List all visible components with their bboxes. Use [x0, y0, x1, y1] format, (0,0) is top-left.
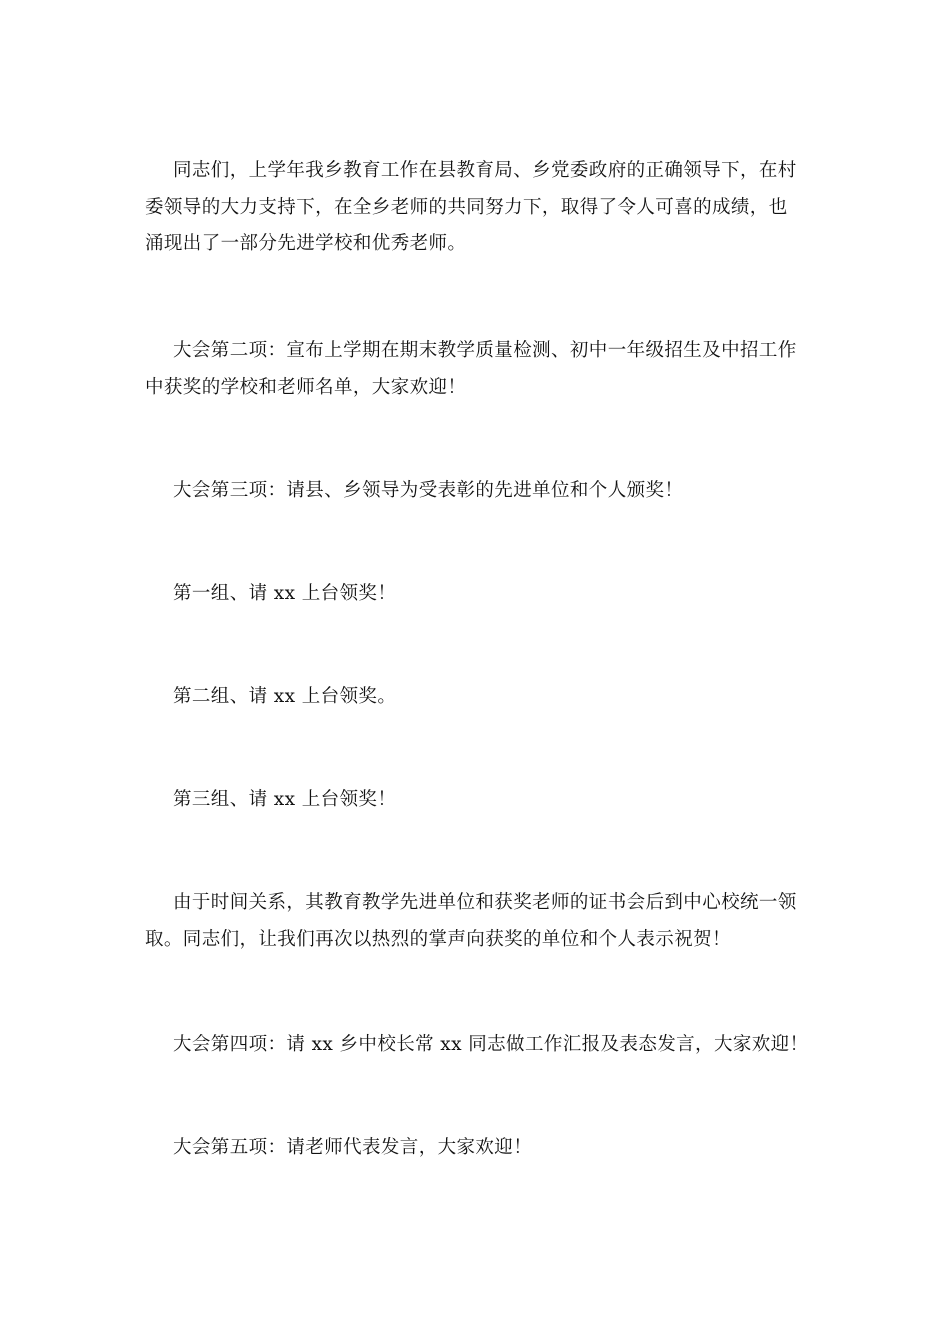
paragraph-line: 大会第五项：请老师代表发言，大家欢迎！: [173, 1137, 533, 1158]
paragraph-line: 大会第二项：宣布上学期在期末教学质量检测、初中一年级招生及中招工作: [173, 340, 797, 361]
paragraph-line: 中获奖的学校和老师名单，大家欢迎！: [145, 376, 467, 398]
paragraph-line: 第三组、请 xx 上台领奖！: [173, 789, 397, 810]
paragraph-9: [145, 1130, 810, 1167]
paragraph-2: [145, 333, 810, 406]
paragraph-6: [145, 782, 810, 819]
paragraph-4: [145, 576, 810, 613]
paragraph-line: 委领导的大力支持下，在全乡老师的共同努力下，取得了令人可喜的成绩，也: [145, 196, 788, 218]
paragraph-line: 涌现出了一部分先进学校和优秀老师。: [145, 233, 467, 254]
paragraph-line: 第二组、请 xx 上台领奖。: [173, 686, 397, 707]
paragraph-line: 大会第三项：请县、乡领导为受表彰的先进单位和个人颁奖！: [173, 480, 684, 501]
paragraph-7: [145, 885, 810, 958]
paragraph-line: 取。同志们，让我们再次以热烈的掌声向获奖的单位和个人表示祝贺！: [145, 928, 731, 950]
paragraph-8: [145, 1027, 810, 1064]
paragraph-3: [145, 473, 810, 510]
paragraph-line: 大会第四项：请 xx 乡中校长常 xx 同志做工作汇报及表态发言，大家欢迎！: [173, 1034, 809, 1055]
paragraph-line: 第一组、请 xx 上台领奖！: [173, 583, 397, 604]
paragraph-line: 由于时间关系，其教育教学先进单位和获奖老师的证书会后到中心校统一领: [173, 892, 797, 913]
paragraph-5: [145, 679, 810, 716]
paragraph-line: 同志们，上学年我乡教育工作在县教育局、乡党委政府的正确领导下，在村: [173, 160, 797, 181]
paragraph-1: [145, 153, 810, 263]
